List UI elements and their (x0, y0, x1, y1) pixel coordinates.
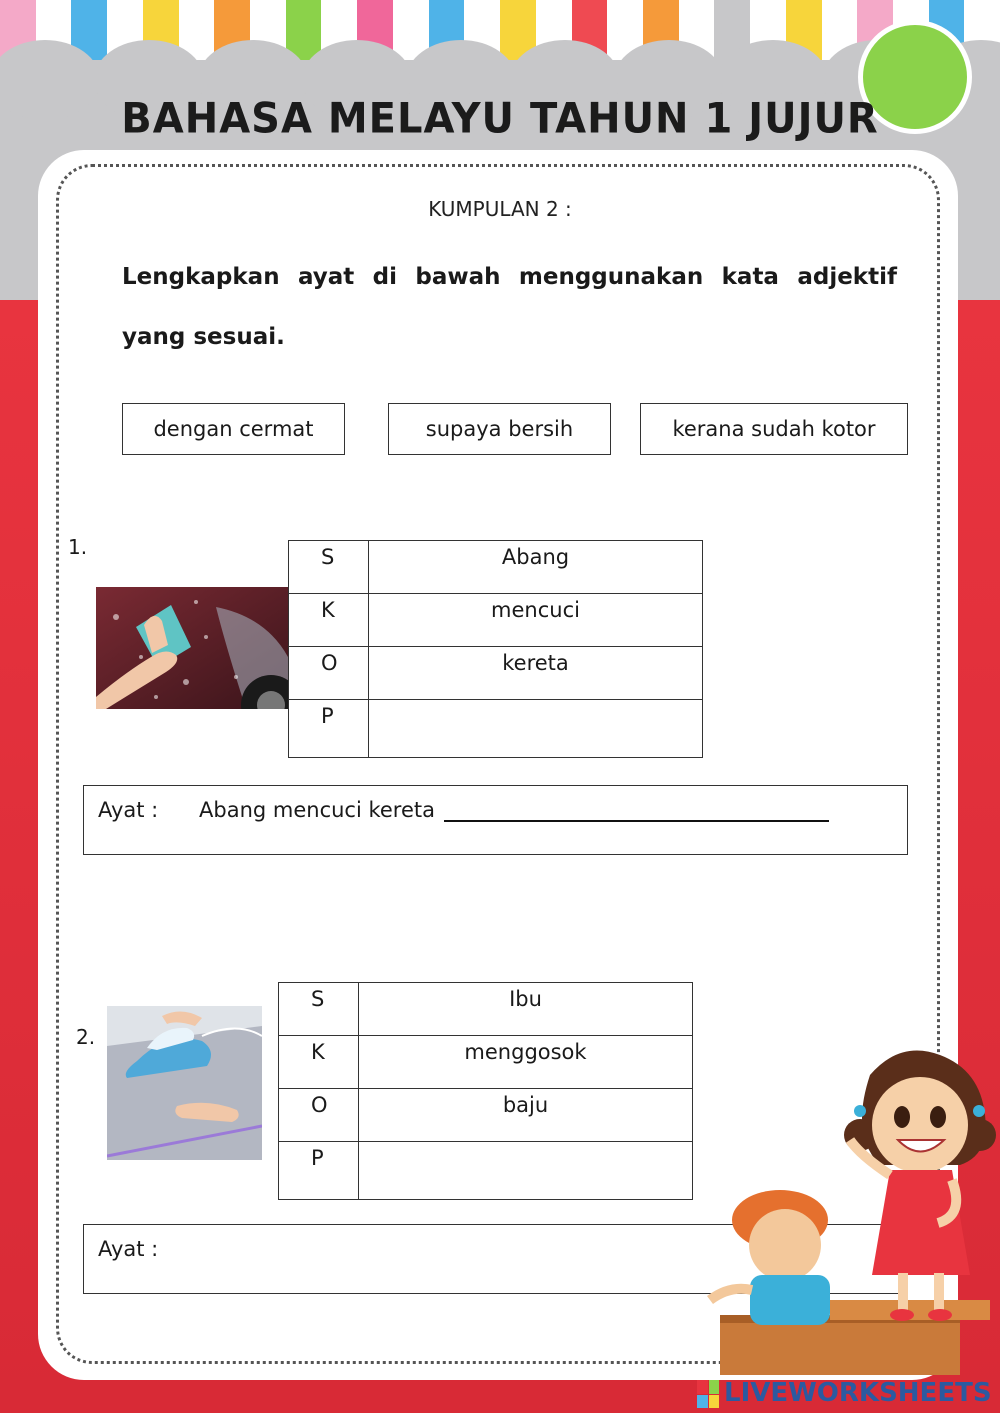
ayat-label: Ayat : (98, 1237, 159, 1261)
table-row (289, 594, 703, 647)
skop-table-1 (288, 540, 703, 758)
row-value-k: mencuci (369, 594, 703, 647)
row-label-p: P (279, 1142, 359, 1200)
group-label: KUMPULAN 2 : (428, 197, 572, 221)
answer-cell-p[interactable] (359, 1142, 693, 1200)
row-label-p: P (289, 700, 369, 758)
page-title: BAHASA MELAYU TAHUN 1 JUJUR (121, 94, 879, 144)
ayat-sentence: Abang mencuci kereta (199, 798, 436, 822)
table-row (279, 1089, 693, 1142)
table-row (289, 700, 703, 758)
kids-illustration-icon (690, 1045, 1000, 1380)
option-box-3[interactable]: kerana sudah kotor (640, 403, 908, 455)
table-row (279, 983, 693, 1036)
instruction-text: Lengkapkan ayat di bawah menggunakan kata adjektif yang sesuai. (122, 264, 897, 350)
ayat-label: Ayat : (98, 798, 159, 822)
row-label-k: K (279, 1036, 359, 1089)
skop-table-2 (278, 982, 693, 1200)
option-box-1[interactable]: dengan cermat (122, 403, 345, 455)
question-number-1: 1. (68, 535, 88, 559)
row-value-s: Abang (369, 541, 703, 594)
row-label-o: O (279, 1089, 359, 1142)
table-row (289, 647, 703, 700)
answer-blank-1[interactable] (444, 820, 829, 822)
car-washing-photo-icon (96, 587, 288, 709)
question-number-2: 2. (76, 1025, 96, 1049)
option-box-2[interactable]: supaya bersih (388, 403, 611, 455)
ironing-photo-icon (107, 1006, 262, 1160)
answer-cell-p[interactable] (369, 700, 703, 758)
row-label-s: S (279, 983, 359, 1036)
row-value-o: baju (359, 1089, 693, 1142)
row-value-o: kereta (369, 647, 703, 700)
row-value-k: menggosok (359, 1036, 693, 1089)
table-row (279, 1036, 693, 1089)
table-row (279, 1142, 693, 1200)
watermark-text: LIVEWORKSHEETS (724, 1378, 992, 1408)
liveworksheets-logo-icon (697, 1380, 719, 1408)
row-label-o: O (289, 647, 369, 700)
row-label-s: S (289, 541, 369, 594)
ayat-box-1 (83, 785, 908, 855)
table-row (289, 541, 703, 594)
row-value-s: Ibu (359, 983, 693, 1036)
row-label-k: K (289, 594, 369, 647)
